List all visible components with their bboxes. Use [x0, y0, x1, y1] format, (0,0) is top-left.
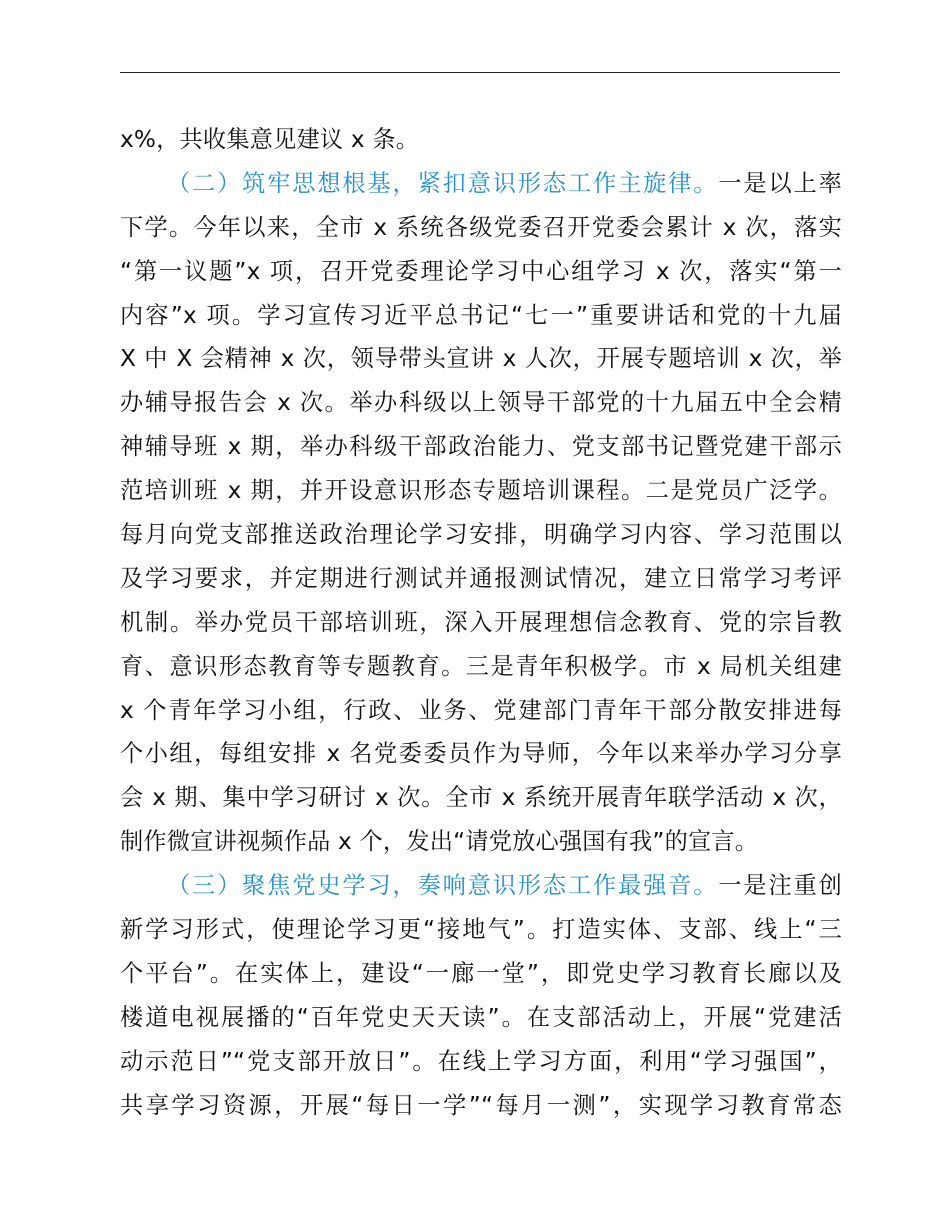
line-text: X 中 X 会精神 x 次，领导带头宣讲 x 人次，开展专题培训 x 次，举 [120, 345, 842, 373]
line-text: 会 x 期、集中学习研讨 x 次。全市 x 系统开展青年联学活动 x 次， [120, 784, 842, 812]
line-text: 一是以上率 [718, 169, 842, 197]
line-text: 新学习形式，使理论学习更“接地气”。打造实体、支部、线上“三 [120, 916, 842, 944]
text-line [120, 820, 842, 864]
section-heading: （三）聚焦党史学习，奏响意识形态工作最强音。 [167, 872, 719, 900]
text-line [120, 645, 842, 689]
text-line [120, 250, 842, 294]
document-body [120, 118, 842, 1127]
text-line [120, 513, 842, 557]
section-heading: （二）筑牢思想根基，紧扣意识形态工作主旋律。 [167, 169, 719, 197]
text-line [120, 118, 842, 162]
text-line [120, 864, 842, 908]
line-text: 范培训班 x 期，并开设意识形态专题培训课程。二是党员广泛学。 [120, 477, 842, 505]
paragraph [120, 118, 842, 162]
line-text: “第一议题”x 项，召开党委理论学习中心组学习 x 次，落实“第一 [120, 257, 842, 285]
text-line [120, 952, 842, 996]
text-line [120, 381, 842, 425]
text-line [120, 732, 842, 776]
line-text: 个小组，每组安排 x 名党委委员作为导师，今年以来举办学习分享 [120, 740, 842, 768]
text-line [120, 996, 842, 1040]
text-line [120, 294, 842, 338]
line-text: 及学习要求，并定期进行测试并通报测试情况，建立日常学习考评 [120, 564, 842, 592]
line-text: 共享学习资源，开展“每日一学”“每月一测”，实现学习教育常态 [120, 1091, 842, 1119]
text-line [120, 1084, 842, 1128]
text-line [120, 689, 842, 733]
line-text: 制作微宣讲视频作品 x 个，发出“请党放心强国有我”的宣言。 [120, 828, 759, 856]
text-line [120, 601, 842, 645]
text-line [120, 776, 842, 820]
line-text: 育、意识形态教育等专题教育。三是青年积极学。市 x 局机关组建 [120, 652, 842, 680]
text-line [120, 162, 842, 206]
line-text: 下学。今年以来，全市 x 系统各级党委召开党委会累计 x 次，落实 [120, 213, 842, 241]
paragraph [120, 864, 842, 1127]
text-line [120, 557, 842, 601]
header-rule [120, 72, 840, 73]
line-text: 个平台”。在实体上，建设“一廊一堂”，即党史学习教育长廊以及 [120, 959, 842, 987]
text-line [120, 469, 842, 513]
text-line [120, 425, 842, 469]
text-line [120, 206, 842, 250]
line-text: 每月向党支部推送政治理论学习安排，明确学习内容、学习范围以 [120, 521, 842, 549]
line-text: x 个青年学习小组，行政、业务、党建部门青年干部分散安排进每 [120, 696, 842, 724]
text-line [120, 337, 842, 381]
paragraph [120, 162, 842, 864]
line-text: 一是注重创 [718, 872, 842, 900]
text-line [120, 1040, 842, 1084]
line-text: x%，共收集意见建议 x 条。 [120, 126, 420, 153]
line-text: 动示范日”“党支部开放日”。在线上学习方面，利用“学习强国”， [120, 1047, 842, 1075]
line-text: 机制。举办党员干部培训班，深入开展理想信念教育、党的宗旨教 [120, 608, 842, 636]
line-text: 楼道电视展播的“百年党史天天读”。在支部活动上，开展“党建活 [120, 1003, 842, 1031]
text-line [120, 908, 842, 952]
line-text: 神辅导班 x 期，举办科级干部政治能力、党支部书记暨党建干部示 [120, 433, 842, 461]
line-text: 办辅导报告会 x 次。举办科级以上领导干部党的十九届五中全会精 [120, 389, 842, 417]
line-text: 内容”x 项。学习宣传习近平总书记“七一”重要讲话和党的十九届 [120, 301, 842, 329]
